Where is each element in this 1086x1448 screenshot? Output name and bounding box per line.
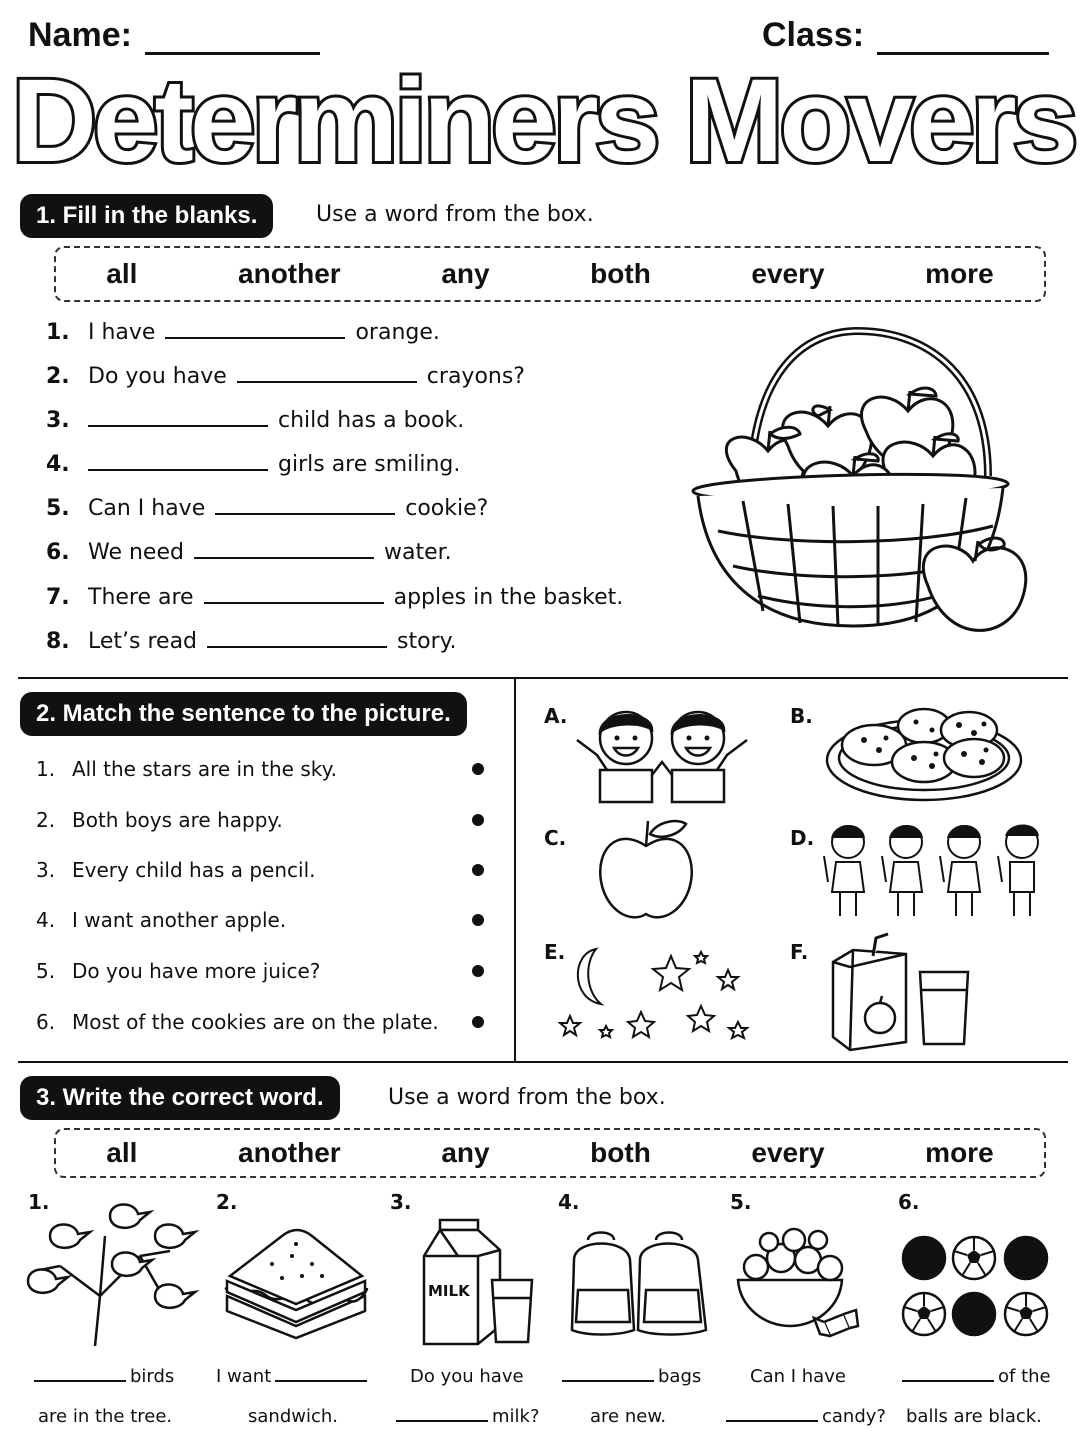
apple-icon[interactable]	[596, 816, 696, 924]
word-any: any	[441, 258, 490, 289]
divider-2	[18, 1061, 1068, 1063]
word-any: any	[441, 1137, 490, 1168]
section3-heading: 3. Write the correct word.	[20, 1076, 340, 1120]
match-item-5: 5. Do you have more juice?	[36, 959, 484, 983]
moon-and-stars-icon[interactable]	[556, 944, 752, 1042]
name-label: Name:	[28, 16, 132, 54]
match-dot[interactable]	[472, 814, 484, 826]
match-dot[interactable]	[472, 914, 484, 926]
two-backpacks-icon	[568, 1230, 714, 1338]
class-line[interactable]	[877, 25, 1049, 55]
fill-item-4: 4. girls are smiling.	[46, 452, 461, 477]
match-dot[interactable]	[472, 965, 484, 977]
blank-input[interactable]	[207, 630, 387, 648]
picture-label-c: C.	[544, 826, 567, 850]
picture-label-a: A.	[544, 704, 568, 728]
section2-heading: 2. Match the sentence to the picture.	[20, 692, 467, 736]
blank-input[interactable]	[34, 1368, 126, 1382]
q3-item-6-line2: balls are black.	[906, 1406, 1042, 1427]
name-field	[28, 16, 320, 55]
word-all: all	[106, 258, 138, 289]
word-more: more	[925, 258, 994, 289]
fill-item-3: 3. child has a book.	[46, 408, 465, 433]
divider-vertical	[514, 678, 516, 1062]
q3-item-1-line2: are in the tree.	[38, 1406, 173, 1427]
match-dot[interactable]	[472, 864, 484, 876]
q3-num-3: 3.	[390, 1190, 412, 1214]
q3-item-5-line2: candy?	[722, 1406, 886, 1427]
word-another: another	[238, 1137, 341, 1168]
blank-input[interactable]	[396, 1408, 488, 1422]
match-dot[interactable]	[472, 1016, 484, 1028]
match-item-6: 6. Most of the cookies are on the plate.	[36, 1010, 484, 1034]
blank-input[interactable]	[215, 497, 395, 515]
page-title: Determiners Movers	[11, 55, 1075, 187]
cookie-plate-icon[interactable]	[824, 700, 1024, 804]
fill-item-5: 5. Can I have cookie?	[46, 496, 489, 521]
two-boys-icon[interactable]	[572, 700, 752, 804]
word-box-3	[54, 1128, 1046, 1178]
candy-bowl-icon	[736, 1222, 868, 1346]
q3-item-4-line2: are new.	[590, 1406, 667, 1427]
match-item-1: 1. All the stars are in the sky.	[36, 757, 484, 781]
q3-item-4-line1: bags	[558, 1366, 701, 1387]
word-both: both	[590, 1137, 651, 1168]
q3-num-2: 2.	[216, 1190, 238, 1214]
q3-item-3-line2: milk?	[392, 1406, 540, 1427]
picture-label-b: B.	[790, 704, 813, 728]
class-field	[762, 16, 1049, 55]
fill-item-2: 2. Do you have crayons?	[46, 364, 525, 389]
match-item-4: 4. I want another apple.	[36, 908, 484, 932]
blank-input[interactable]	[165, 321, 345, 339]
birds-in-tree-icon	[20, 1196, 196, 1346]
section3-instruction: Use a word from the box.	[388, 1085, 666, 1110]
word-another: another	[238, 258, 341, 289]
milk-label: MILK	[428, 1282, 470, 1300]
blank-input[interactable]	[237, 365, 417, 383]
word-box-1	[54, 246, 1046, 302]
q3-num-5: 5.	[730, 1190, 752, 1214]
q3-num-1: 1.	[28, 1190, 50, 1214]
q3-item-5-line1: Can I have	[750, 1366, 846, 1387]
blank-input[interactable]	[562, 1368, 654, 1382]
match-item-2: 2. Both boys are happy.	[36, 808, 484, 832]
blank-input[interactable]	[88, 409, 268, 427]
apple-basket-icon	[688, 326, 1033, 656]
fill-item-8: 8. Let’s read story.	[46, 629, 457, 654]
blank-input[interactable]	[88, 453, 268, 471]
blank-input[interactable]	[902, 1368, 994, 1382]
fill-item-6: 6. We need water.	[46, 540, 452, 565]
section1-heading: 1. Fill in the blanks.	[20, 194, 273, 238]
word-all: all	[106, 1137, 138, 1168]
q3-num-4: 4.	[558, 1190, 580, 1214]
q3-item-3-line1: Do you have	[410, 1366, 524, 1387]
balls-icon	[900, 1234, 1052, 1340]
picture-label-f: F.	[790, 940, 809, 964]
q3-item-2-line1: I want	[216, 1366, 371, 1387]
q3-num-6: 6.	[898, 1190, 920, 1214]
match-item-3: 3. Every child has a pencil.	[36, 858, 484, 882]
blank-input[interactable]	[726, 1408, 818, 1422]
picture-label-d: D.	[790, 826, 815, 850]
word-both: both	[590, 258, 651, 289]
match-dot[interactable]	[472, 763, 484, 775]
word-every: every	[751, 258, 825, 289]
children-with-pencils-icon[interactable]	[818, 820, 1048, 920]
q3-item-6-line1: of the	[898, 1366, 1051, 1387]
fill-item-7: 7. There are apples in the basket.	[46, 585, 624, 610]
q3-item-1-line1: birds	[30, 1366, 174, 1387]
blank-input[interactable]	[194, 541, 374, 559]
section1-instruction: Use a word from the box.	[316, 202, 594, 227]
word-every: every	[751, 1137, 825, 1168]
milk-carton-icon	[420, 1216, 536, 1346]
class-label: Class:	[762, 16, 865, 54]
q3-item-2-line2: sandwich.	[248, 1406, 338, 1427]
fill-item-1: 1. I have orange.	[46, 320, 440, 345]
divider-1	[18, 677, 1068, 679]
blank-input[interactable]	[275, 1368, 367, 1382]
sandwich-icon	[222, 1226, 370, 1340]
juice-box-and-glass-icon[interactable]	[828, 932, 972, 1052]
word-more: more	[925, 1137, 994, 1168]
picture-label-e: E.	[544, 940, 566, 964]
blank-input[interactable]	[204, 586, 384, 604]
name-line[interactable]	[145, 25, 320, 55]
